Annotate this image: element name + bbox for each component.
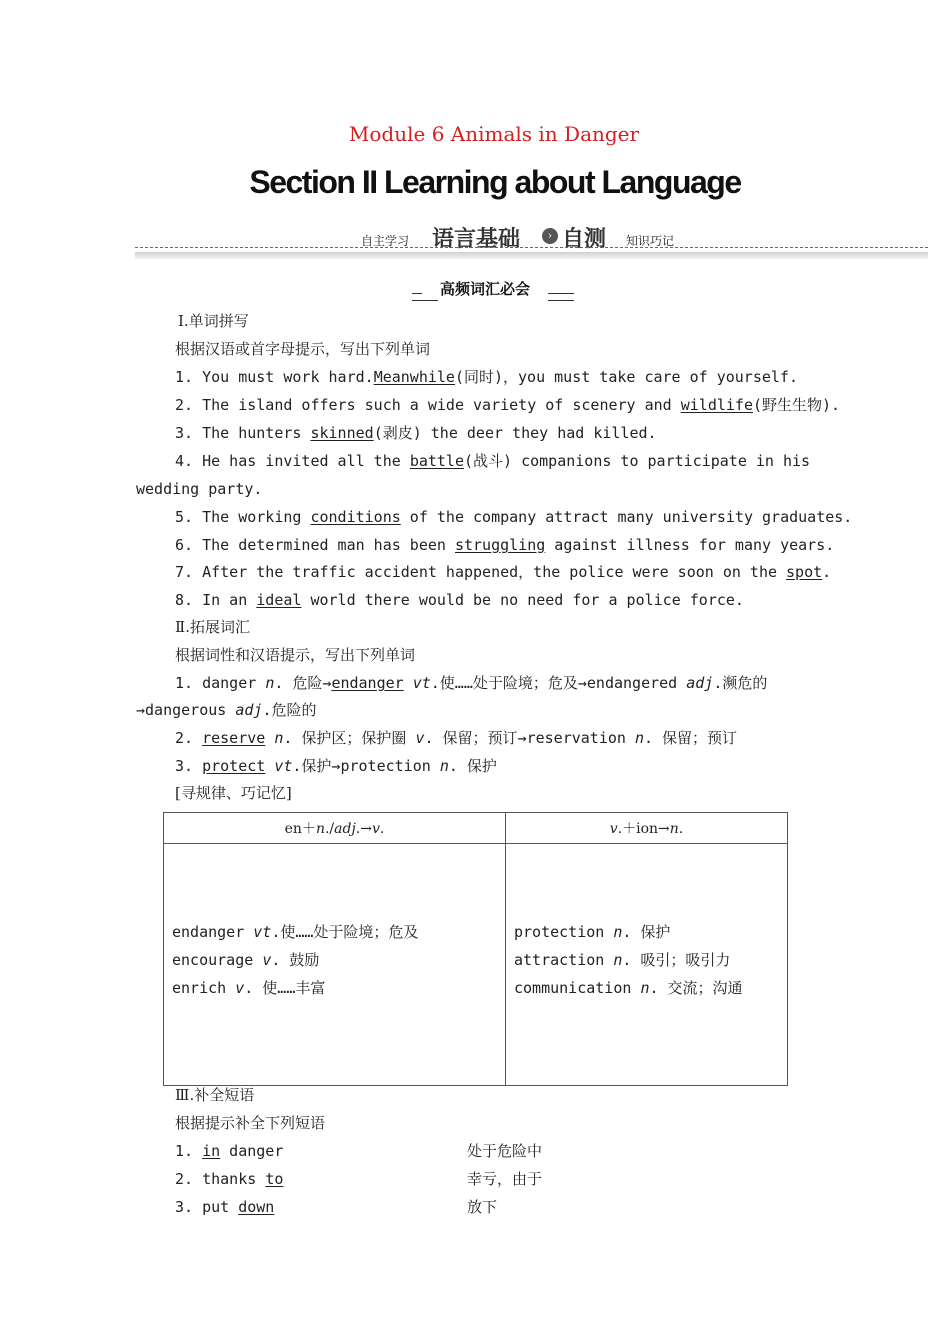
part3-heading: Ⅲ.补全短语 <box>175 1086 255 1104</box>
list-item: 1. in danger <box>175 1142 284 1160</box>
rule-table <box>163 812 788 1086</box>
answer: protect <box>202 757 266 775</box>
answer: endanger <box>331 674 404 692</box>
chevron-right-icon: › <box>542 228 558 244</box>
part2-instruction: 根据词性和汉语提示，写出下列单词 <box>175 646 416 664</box>
answer: skinned <box>310 424 374 442</box>
part1-instruction: 根据汉语或首字母提示，写出下列单词 <box>175 340 431 358</box>
table-header: en＋n./adj.→v. <box>164 813 506 844</box>
banner-shadow-bar <box>135 252 928 259</box>
list-item: 2. The island offers such a wide variety of scenery and wildlife(野生生物). <box>175 396 841 414</box>
list-item: 4. He has invited all the battle(战斗) companions to participate in his <box>175 452 811 470</box>
list-item: 3. The hunters skinned(剥皮) the deer they had killed. <box>175 424 657 442</box>
table-header: v.＋ion→n. <box>506 813 788 844</box>
part3-instruction: 根据提示补全下列短语 <box>175 1114 326 1132</box>
part2-heading: Ⅱ.拓展词汇 <box>175 618 250 636</box>
section-badge <box>422 278 548 299</box>
badge-right-rule <box>548 293 574 301</box>
answer: to <box>265 1170 284 1188</box>
phrase-meaning: 处于危险中 <box>467 1142 543 1160</box>
answer: Meanwhile <box>373 368 455 386</box>
list-item: 3. put down <box>175 1198 275 1216</box>
phrase-meaning: 放下 <box>467 1198 498 1216</box>
answer: reserve <box>202 729 266 747</box>
banner-main-label-2: 自测 <box>562 227 607 252</box>
list-item: 7. After the traffic accident happened，the police were soon on the spot. <box>175 563 832 581</box>
table-entry: enrich v. 使……丰富 <box>172 979 326 997</box>
table-entry: protection n. 保护 <box>514 923 671 941</box>
banner-right-label: 知识巧记 <box>626 234 675 248</box>
banner-left-label: 自主学习 <box>361 234 410 248</box>
answer: in <box>202 1142 221 1160</box>
dashed-divider <box>135 247 928 248</box>
list-item: 6. The determined man has been struggling against illness for many years. <box>175 536 835 554</box>
answer: ideal <box>256 591 302 609</box>
answer: wildlife <box>680 396 753 414</box>
list-item-continued: wedding party. <box>136 480 263 498</box>
table-cell <box>164 844 506 1086</box>
table-cell <box>506 844 788 1086</box>
banner-main-label: 语言基础 <box>432 227 521 252</box>
badge-label: 高频词汇必会 <box>422 280 548 298</box>
list-item: 1. You must work hard.Meanwhile(同时)，you must take care of yourself. <box>175 368 798 386</box>
answer: conditions <box>310 508 401 526</box>
list-item: 8. In an ideal world there would be no need for a police force. <box>175 591 744 609</box>
answer: down <box>238 1198 275 1216</box>
answer: struggling <box>454 536 546 554</box>
table-entry: communication n. 交流；沟通 <box>514 979 743 997</box>
module-title: Module 6 Animals in Danger <box>348 122 640 146</box>
answer: battle <box>409 452 464 470</box>
section-title: Section II Learning about Language <box>249 164 741 200</box>
table-entry: endanger vt.使……处于险境；危及 <box>172 923 419 941</box>
list-item-continued: →dangerous adj.危险的 <box>136 701 317 719</box>
list-item: 2. reserve n. 保护区；保护圈 v. 保留；预订→reservation n. 保留；预订 <box>175 729 738 747</box>
table-entry: encourage v. 鼓励 <box>172 951 320 969</box>
table-entry: attraction n. 吸引；吸引力 <box>514 951 731 969</box>
list-item: 2. thanks to <box>175 1170 284 1188</box>
phrase-meaning: 幸亏，由于 <box>467 1170 543 1188</box>
answer: spot <box>786 563 823 581</box>
memo-label: [寻规律、巧记忆] <box>175 784 292 802</box>
list-item: 5. The working conditions of the company attract many university graduates. <box>175 508 853 526</box>
part1-heading: Ⅰ.单词拼写 <box>178 312 249 330</box>
list-item: 3. protect vt.保护→protection n. 保护 <box>175 757 497 775</box>
list-item: 1. danger n. 危险→endanger vt.使……处于险境；危及→endangered adj.濒危的 <box>175 674 768 692</box>
